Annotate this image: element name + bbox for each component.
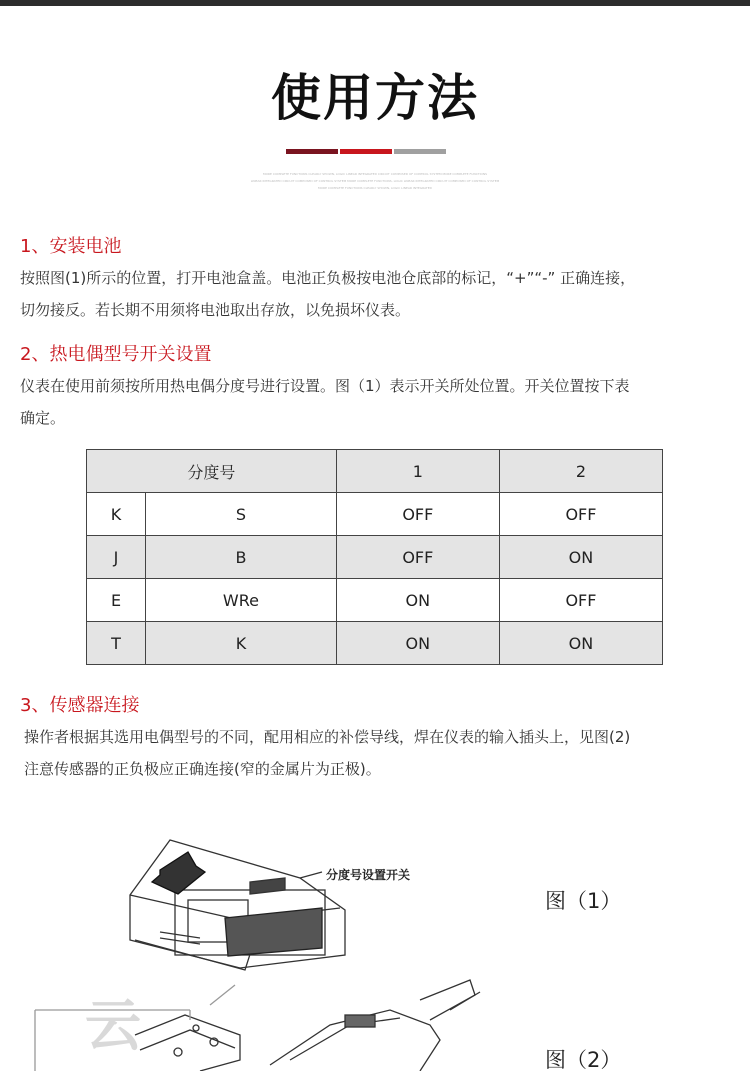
table-cell: T — [87, 622, 146, 665]
table-cell: ON — [336, 622, 499, 665]
accent-bar-dark-red — [286, 149, 338, 154]
fine-print-line: MORE COMPLETE FUNCTIONS CLEARLY SHOWN, LOGIC LINEAR INTEGRATED — [318, 186, 432, 190]
table-cell: K — [87, 493, 146, 536]
section-heading-sensor: 3、传感器连接 — [20, 695, 140, 716]
header-cell: 1 — [336, 450, 499, 493]
table-cell: OFF — [336, 536, 499, 579]
switch-block — [225, 908, 322, 956]
header-cell: 2 — [499, 450, 662, 493]
text-line: 按照图(1)所示的位置，打开电池盒盖。电池正负极按电池仓底部的标记，“+”“-” 正确连接， — [20, 269, 636, 287]
table-cell: ON — [499, 536, 662, 579]
table-row — [87, 622, 663, 665]
table-cell: ON — [336, 579, 499, 622]
watermark-char: 云 — [85, 994, 141, 1059]
text-line: 注意传感器的正负极应正确连接(窄的金属片为正极)。 — [24, 760, 381, 778]
header-cell: 分度号 — [87, 450, 337, 493]
top-rule — [0, 0, 750, 6]
section-body-battery — [20, 262, 735, 326]
table-cell: J — [87, 536, 146, 579]
figure-1-label: 图（1） — [545, 889, 622, 913]
section-heading-switch: 2、热电偶型号开关设置 — [20, 344, 212, 365]
accent-bar-red — [340, 149, 392, 154]
text-line: 切勿接反。若长期不用须将电池取出存放，以免损坏仪表。 — [20, 301, 411, 319]
table-cell: OFF — [499, 493, 662, 536]
arrow-icon — [152, 852, 205, 894]
table-cell: E — [87, 579, 146, 622]
table-cell: WRe — [146, 579, 337, 622]
table-row — [87, 579, 663, 622]
switch-setting-table — [86, 449, 663, 665]
fig1-callout-label: 分度号设置开关 — [326, 868, 411, 882]
table-cell: ON — [499, 622, 662, 665]
section-body-sensor — [24, 721, 739, 785]
text-line: 仪表在使用前须按所用热电偶分度号进行设置。图（1）表示开关所处位置。开关位置按下表 — [20, 377, 630, 395]
figure-2-label: 图（2） — [545, 1048, 622, 1072]
table-cell: K — [146, 622, 337, 665]
table-cell: S — [146, 493, 337, 536]
section-body-switch — [20, 370, 735, 434]
table-header-row — [87, 450, 663, 493]
table-cell: OFF — [336, 493, 499, 536]
page-title: 使用方法 — [271, 69, 479, 127]
section-heading-battery: 1、安装电池 — [20, 236, 122, 257]
text-line: 操作者根据其选用电偶型号的不同，配用相应的补偿导线，焊在仪表的输入插头上，见图(2) — [24, 728, 631, 746]
table-row — [87, 493, 663, 536]
table-row — [87, 536, 663, 579]
table-cell: B — [146, 536, 337, 579]
accent-bar-gray — [394, 149, 446, 154]
fine-print-line: LINEAR INTEGRATED CIRCUIT COMPOSED OF CONTROL SYSTEM MORE COMPLETE FUNCTIONS, LOGIC LINEAR INTEGRATED CIRCUIT COMPOSED OF CONTROL SYSTEM — [250, 179, 500, 183]
table-cell: OFF — [499, 579, 662, 622]
text-line: 确定。 — [20, 409, 66, 427]
fine-print-line: MORE COMPLETE FUNCTIONS CLEARLY SHOWN, LOGIC LINEAR INTEGRATED CIRCUIT COMPOSED OF CONTROL SYSTEM MORE COMPLETE FUNCTIONS — [262, 172, 488, 176]
